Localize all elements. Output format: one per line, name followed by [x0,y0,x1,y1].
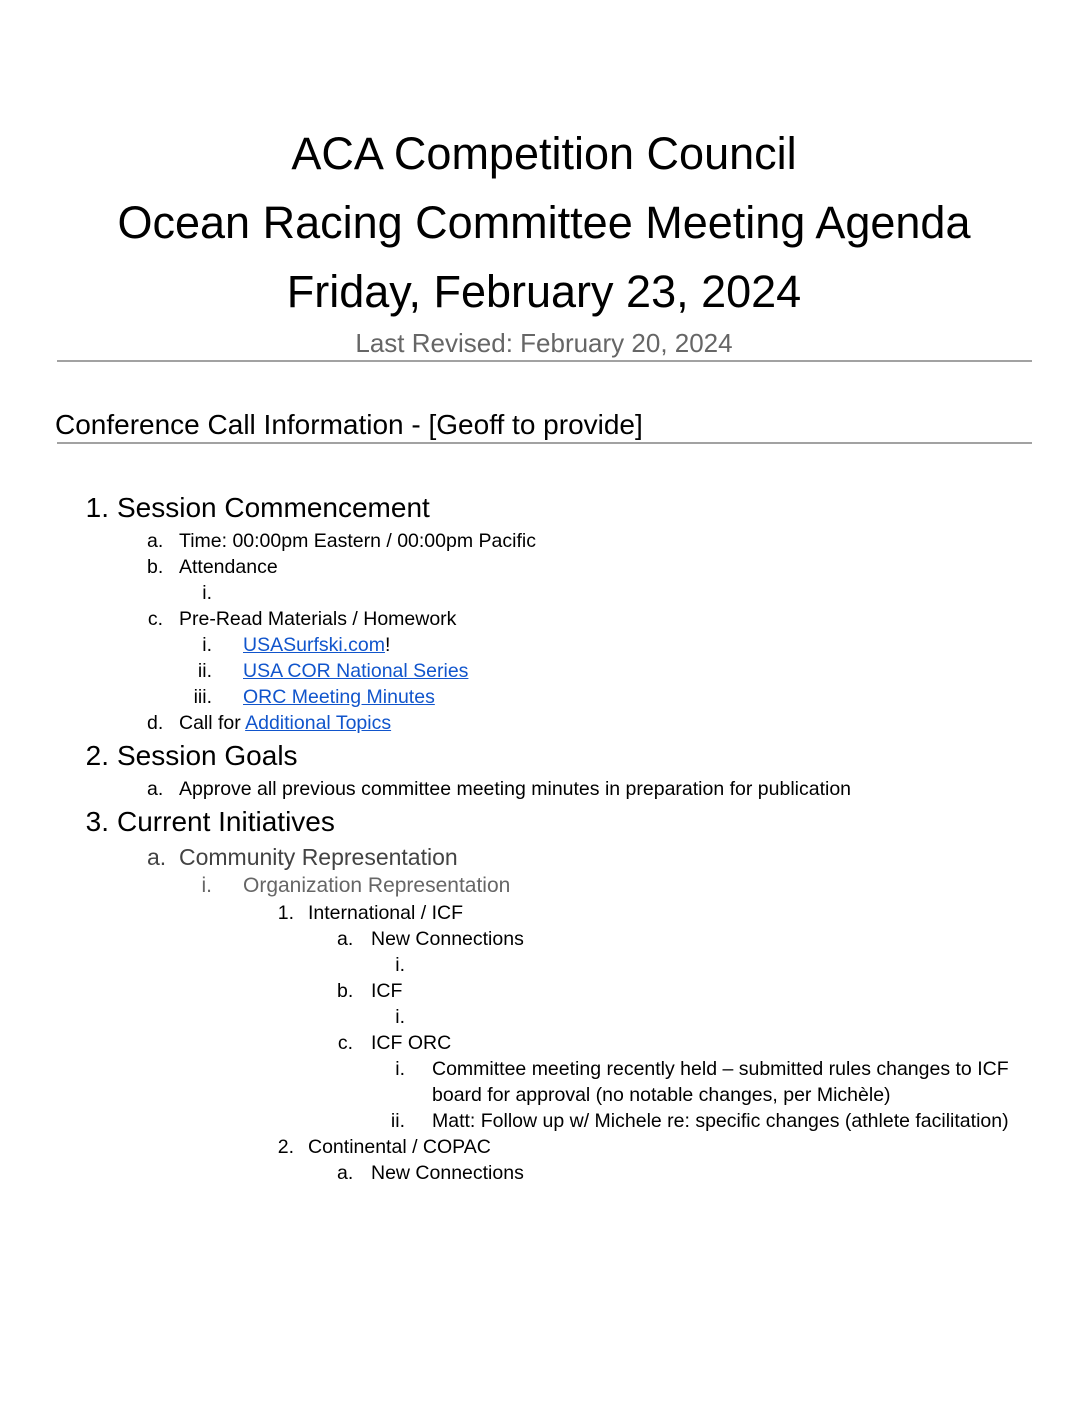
item-text: New Connections [371,1162,524,1184]
agenda-item [0,1030,1032,1056]
title-line-1: ACA Competition Council [291,128,797,179]
item-text: Session Goals [117,740,298,771]
list-marker: c. [337,1032,353,1054]
item-text: Session Commencement [117,492,430,523]
item-text [432,1004,1032,1030]
item-text [432,952,1032,978]
list-marker: a. [337,1162,354,1184]
hyperlink[interactable]: USA COR National Series [243,660,469,682]
item-text: Committee meeting recently held – submitted rules changes to ICF board for approval (no notable changes, per Michèle) [432,1058,1009,1106]
agenda-item [0,872,1032,900]
item-text: USASurfski.com! [243,634,391,656]
list-marker: ii. [197,660,212,682]
agenda-item [0,926,1032,952]
agenda-item [0,1160,1032,1186]
item-text: Approve all previous committee meeting minutes in preparation for publication [179,778,852,800]
item-text: Organization Representation [243,874,511,897]
document-title [0,0,1088,326]
agenda-item [0,802,1032,842]
list-marker: i. [202,634,212,656]
agenda-item [0,488,1032,528]
item-text [243,684,1032,710]
list-marker: i. [395,954,405,976]
agenda-item [0,528,1032,554]
item-text: Continental / COPAC [308,1136,491,1158]
list-marker: i. [202,582,212,604]
agenda-item [0,900,1032,926]
agenda-item [0,1134,1032,1160]
item-text [243,658,1032,684]
agenda-item [0,554,1032,580]
hyperlink[interactable]: ORC Meeting Minutes [243,686,435,708]
item-text: New Connections [371,928,524,950]
item-text: Community Representation [179,844,458,870]
agenda-item [0,684,1032,710]
list-marker: 3. [85,806,109,837]
title-line-3: Friday, February 23, 2024 [286,266,802,317]
list-marker: iii. [193,686,212,708]
agenda-item [0,658,1032,684]
list-marker: b. [337,980,354,1002]
item-text: Time: 00:00pm Eastern / 00:00pm Pacific [179,530,536,552]
item-text: ICF ORC [371,1032,452,1054]
list-marker: c. [147,608,163,630]
list-marker: d. [147,712,164,734]
list-marker: b. [147,556,164,578]
agenda-item [0,978,1032,1004]
list-marker: a. [147,844,167,870]
list-marker: i. [395,1006,405,1028]
list-marker: a. [337,928,354,950]
agenda-item [0,1108,1032,1134]
agenda-item [0,632,1032,658]
list-marker: i. [201,874,212,897]
list-marker: ii. [390,1110,405,1132]
item-text: Attendance [179,556,278,578]
title-line-2: Ocean Racing Committee Meeting Agenda [117,197,971,248]
item-text: Call for Additional Topics [179,712,392,734]
list-marker: a. [147,778,164,800]
agenda-item [0,606,1032,632]
item-text: International / ICF [308,902,463,924]
agenda-item [0,1004,1032,1030]
item-text: Current Initiatives [117,806,335,837]
list-marker: a. [147,530,164,552]
item-text: Matt: Follow up w/ Michele re: specific changes (athlete facilitation) [432,1110,1009,1132]
conference-call-heading: Conference Call Information - [Geoff to provide] [55,409,643,440]
last-revised-subtitle: Last Revised: February 20, 2024 [355,328,733,358]
hyperlink[interactable]: Additional Topics [245,712,392,734]
agenda-item [0,710,1032,736]
agenda-item [0,580,1032,606]
agenda-item [0,776,1032,802]
agenda-list [0,488,1088,1186]
list-marker: 1. [85,492,109,523]
horizontal-divider-top [57,360,1032,362]
horizontal-divider-bottom [57,442,1032,444]
item-text: ICF [371,980,403,1002]
item-text: Pre-Read Materials / Homework [179,608,457,630]
list-marker: 2. [277,1136,294,1158]
hyperlink[interactable]: USASurfski.com [243,634,385,656]
item-text [243,580,1032,606]
list-marker: i. [395,1058,405,1080]
agenda-item [0,736,1032,776]
agenda-item [0,1056,1032,1108]
agenda-item [0,842,1032,872]
list-marker: 1. [277,902,294,924]
agenda-item [0,952,1032,978]
list-marker: 2. [85,740,109,771]
